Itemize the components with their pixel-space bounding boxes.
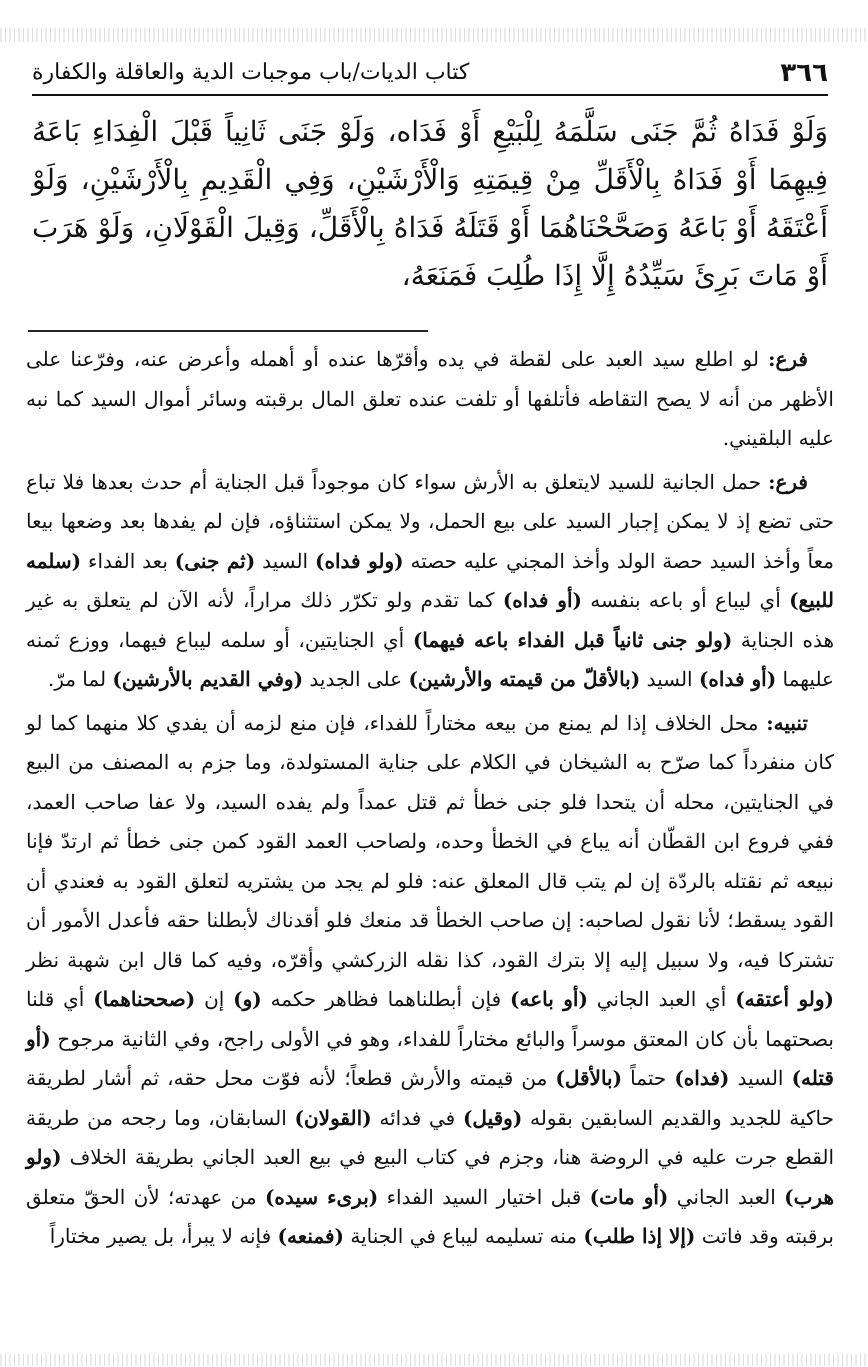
matn-quote: (أو مات) (589, 1184, 669, 1209)
paragraph-text: منه تسليمه ليباع في الجناية (344, 1224, 584, 1248)
footnote-divider (28, 330, 428, 332)
paragraph-text: أي العبد الجاني (587, 987, 736, 1011)
paragraph-text: إن (195, 987, 234, 1011)
paragraph-text: من قيمته والأرش قطعاً؛ لأنه فوّت محل حقه، ثم أشار لطريقة حاكية للجديد والقديم السابقين بقوله (26, 1066, 834, 1130)
paragraph-text: السيد (255, 548, 316, 573)
matn-quote: (ولو هرب) (26, 1145, 834, 1209)
matn-quote: (صححناهما) (93, 987, 196, 1011)
branch-label: فرع: (768, 347, 808, 371)
note-label: تنبيه: (766, 710, 808, 735)
matn-quote: (ولو أعتقه) (735, 987, 834, 1011)
matn-quote: (ثم جنى) (174, 548, 256, 573)
paragraph-text: فإن أبطلناهما فظاهر حكمه (261, 987, 511, 1011)
matn-quote: (بالأقلّ من قيمته والأرشين) (408, 667, 641, 691)
branch-label: فرع: (768, 469, 808, 494)
commentary-paragraph-3 (26, 704, 834, 1257)
paragraph-text: حمل الجانية للسيد لايتعلق به الأرش سواء كان موجوداً قبل الجناية أم حدث بعدها فلا تباع حتى تضع إذ لا يمكن إجبار السيد على بيع الحمل، ولا يمكن استثناؤه، فإن لم يفدها بعد وضعها بيعا معاً وأخذ السيد حصة الولد وأخذ المجني عليه حصته (26, 469, 835, 573)
matn-quote: (أو فداه) (698, 667, 777, 691)
paragraph-text: قبل اختيار السيد الفداء (378, 1184, 590, 1209)
matn-quote: (ولو جنى ثانياً قبل الفداء باعه فيهما) (412, 627, 733, 652)
paragraph-text: حتماً (622, 1066, 675, 1090)
paragraph-text: أي قلنا بصحتهما بأن كان المعتق موسراً والبائع مختاراً للفداء، وهو في الأولى راجح، وفي الثانية مرجوح (26, 987, 834, 1051)
scan-edge-top (0, 28, 868, 42)
matn-quote: (سلمه للبيع) (26, 548, 834, 612)
paragraph-text: أي ليباع أو باعه بنفسه (581, 588, 790, 612)
paragraph-text: كما تقدم ولو تكرّر ذلك مراراً، لأنه الآن لم يتعلق به غير هذه الجناية (26, 588, 835, 652)
matn-quote: (أو باعه) (510, 987, 588, 1011)
matn-quote: (ولو فداه) (315, 548, 404, 573)
paragraph-text: من عهدته؛ لأن الحقّ متعلق برقبته وقد فاتت (26, 1184, 834, 1248)
page-number: ٣٦٦ (780, 58, 828, 88)
paragraph-text: لو اطلع سيد العبد على لقطة في يده وأقرّها عنده أو أهمله وأعرض عنه، وفرّعنا على الأظهر من أنه لا يصح التقاطه فأتلفها أو تلفت عنده تعلق المال برقبته وسائر أموال السيد كما نبه عليه البلقيني. (26, 347, 834, 450)
paragraph-text: أي الجنايتين، أو سلمه ليباع فيهما، ووزع ثمنه عليهما (26, 627, 834, 691)
paragraph-text: السابقان، وما رجحه من طريقة القطع جرت عليه في الروضة هنا، وجزم في كتاب البيع في بيع العبد الجاني بطريقة الخلاف (26, 1105, 834, 1169)
paragraph-text: محل الخلاف إذا لم يمنع من بيعه مختاراً للفداء، فإن منع لزمه أن يفدي كلا منهما كما لو كان منفرداً كما صرّح به الشيخان في الكلام على جناية المستولدة، وما جزم به المصنف من البيع في الجنايتين، محله أن يتحدا فلو جنى خطأ ثم قتل عمداً ولم يفده السيد، ولا عفا صاحب العمد، ففي فروع ابن القطّان أنه يباع في الخطأ وحده، ولصاحب العمد القود كمن جنى خطأ ثم ارتدّ فإنا نبيعه ثم نقتله بالردّة إن لم يتب قال المعلق عنه: فلو لم يجد من يشتريه لتعلق القود به فعندي أن القود يسقط؛ لأنا نقول لصاحبه: إن صاحب الخطأ قد منعك فلو أقدناك لأبطلنا حقه فأعدل الأمور أن تشتركا فيه، ولا سبيل إليه إلا بترك القود، كذا نقله الزركشي وأقرّه، وفيه كما قال ابن شهبة نظر (26, 710, 834, 972)
matn-quote: (فداه) (674, 1066, 730, 1090)
paragraph-text: فإنه لا يبرأ، بل يصير مختاراً (49, 1224, 278, 1248)
paragraph-text: السيد (729, 1066, 792, 1090)
matn-quote: (أو فداه) (502, 588, 582, 612)
paragraph-text: في فدائه (371, 1105, 463, 1130)
commentary-paragraph-2 (26, 463, 834, 700)
paragraph-text: بعد الفداء (81, 548, 175, 573)
matn-quote: (فمنعه) (277, 1224, 344, 1248)
matn-quote: (وفي القديم بالأرشين) (112, 667, 304, 691)
commentary (26, 340, 834, 1261)
matn-quote: (القولان) (294, 1105, 372, 1130)
matn-quote: (برىء سيده) (264, 1184, 379, 1209)
matn-text: وَلَوْ فَدَاهُ ثُمَّ جَنَى سَلَّمَهُ لِلْبَيْعِ أَوْ فَدَاه، وَلَوْ جَنَى ثَانِياً قَبْلَ الْفِدَاءِ بَاعَهُ فِيهِمَا أَوْ فَدَاهُ بِالْأَقَلِّ مِنْ قِيمَتِهِ وَالْأَرْشَيْنِ، وَفِي الْقَدِيمِ بِالْأَرْشَيْنِ، وَلَوْ أَعْتَقَهُ أَوْ بَاعَهُ وَصَحَّحْنَاهُمَا أَوْ قَتَلَهُ فَدَاهُ بِالْأَقَلِّ، وَقِيلَ الْقَوْلَانِ، وَلَوْ هَرَبَ أَوْ مَاتَ بَرِئَ سَيِّدُهُ إِلَّا إِذَا طُلِبَ فَمَنَعَهُ، (32, 115, 828, 292)
scan-edge-bottom (0, 1354, 868, 1366)
matn-quote: (بالأقل) (555, 1066, 623, 1090)
matn-quote: (وقيل) (462, 1105, 523, 1130)
commentary-paragraph-1 (26, 340, 834, 459)
matn-quote: (و) (233, 987, 262, 1011)
paragraph-text: العبد الجاني (668, 1184, 785, 1209)
matn-quote: (إلا إذا طلب) (583, 1224, 696, 1248)
paragraph-text: على الجديد (303, 667, 409, 691)
paragraph-text: لما مرّ. (47, 667, 113, 691)
page-header (32, 54, 828, 96)
running-title: كتاب الديات/باب موجبات الدية والعاقلة والكفارة (32, 60, 470, 85)
paragraph-text: السيد (640, 667, 699, 691)
matn-quote: (أو قتله) (26, 1026, 834, 1090)
